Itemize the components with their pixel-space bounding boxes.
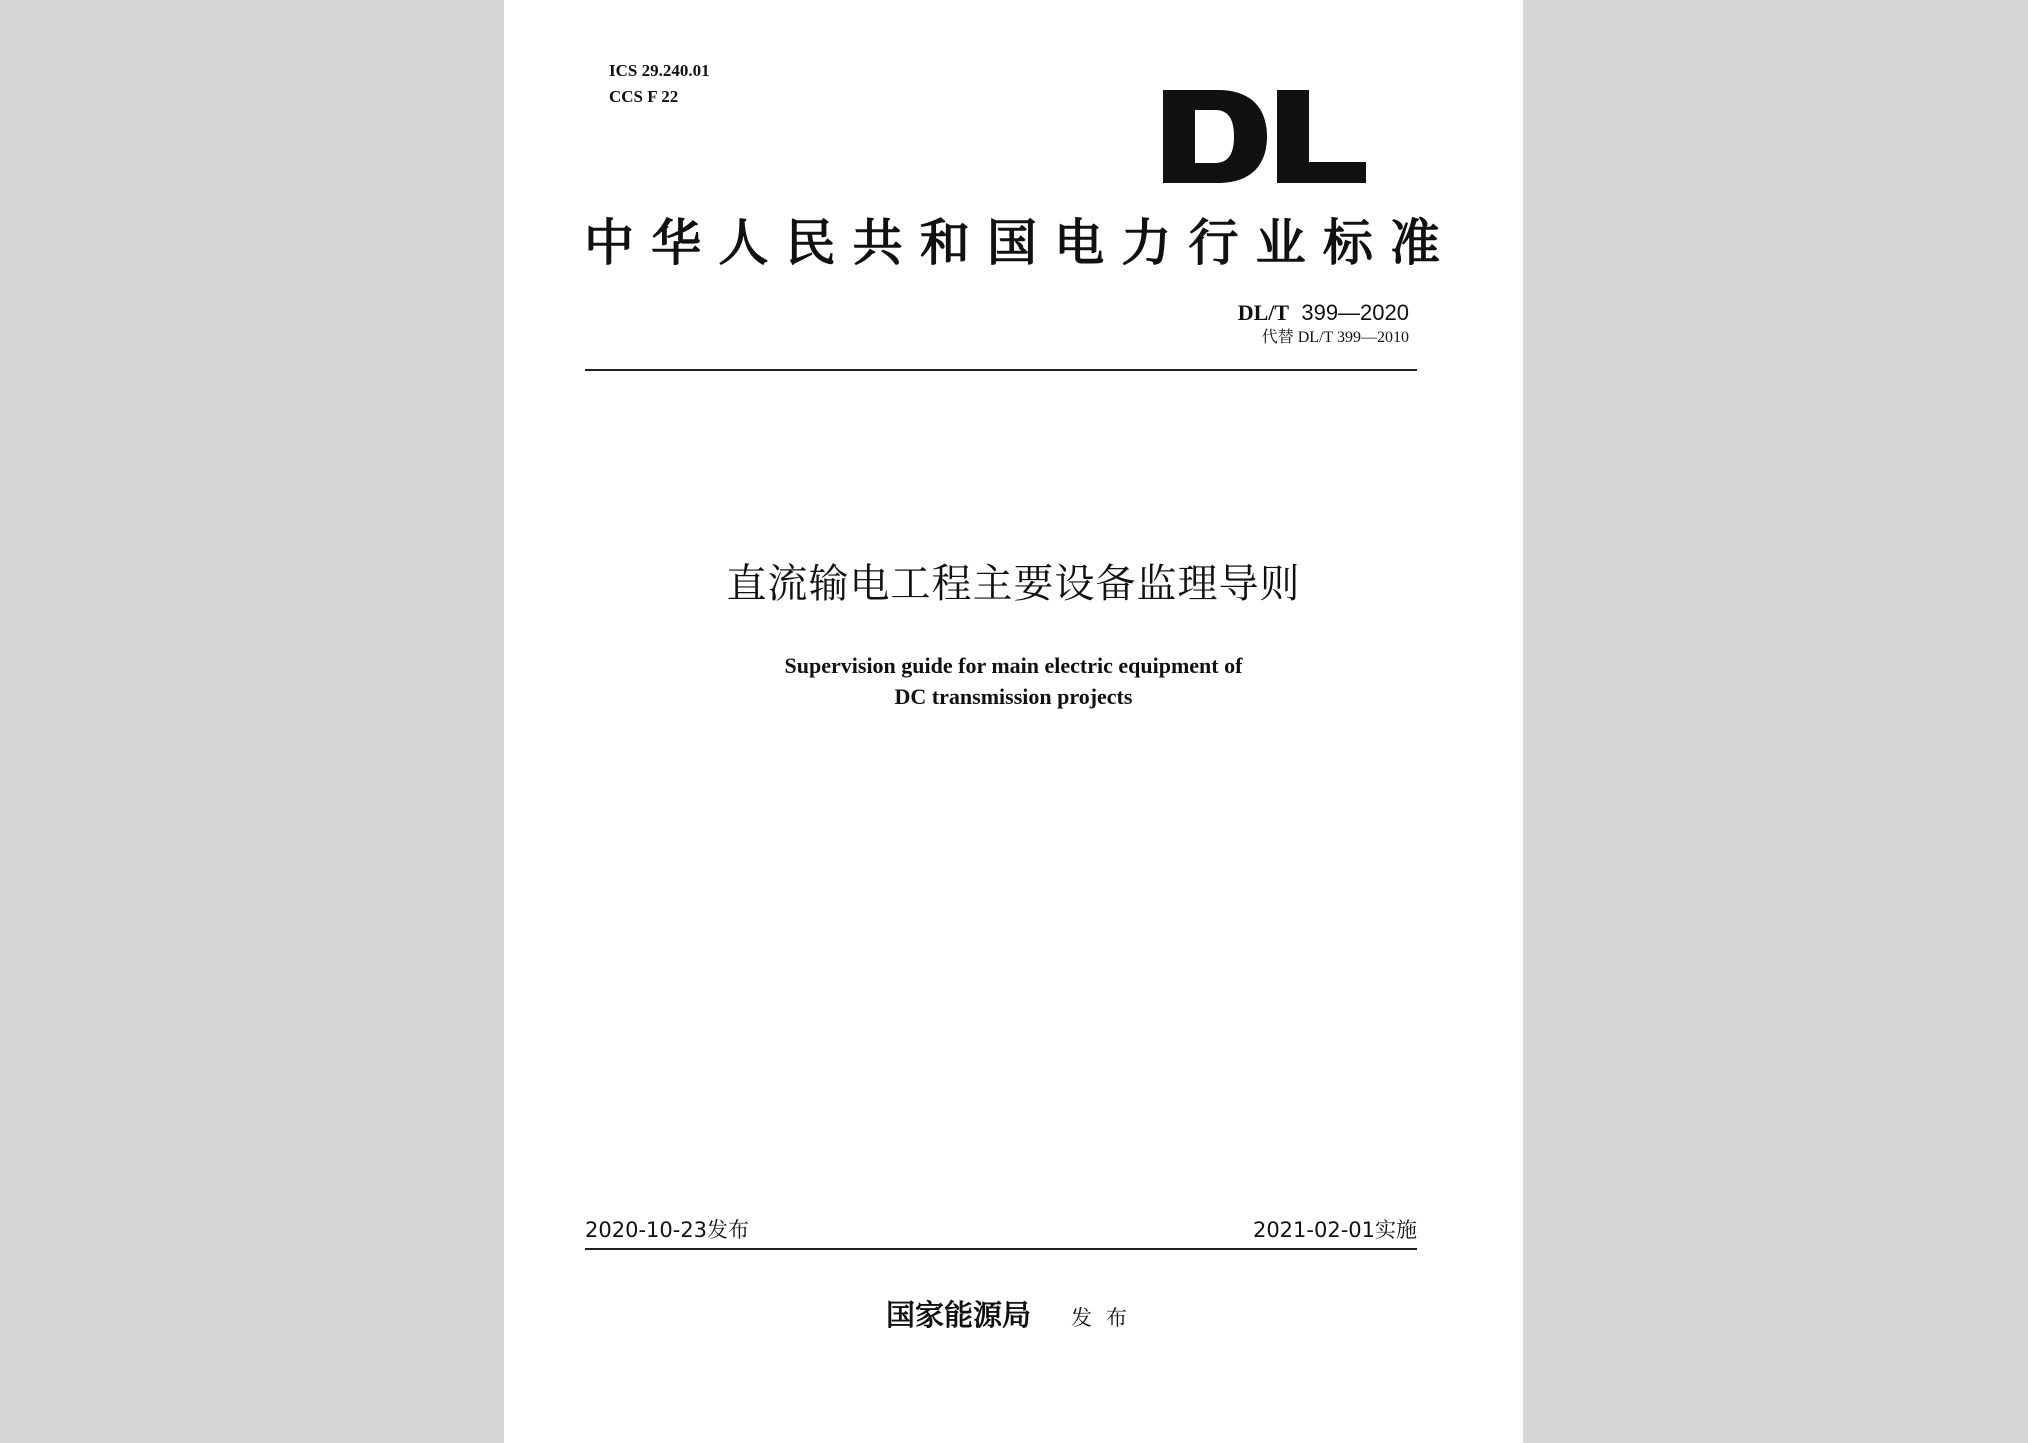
ics-code: ICS 29.240.01 <box>609 61 710 80</box>
ccs-code: CCS F 22 <box>609 87 679 106</box>
implementation-date: 2021-02-01实施 <box>1252 1218 1417 1242</box>
document-title-chinese: 直流输电工程主要设备监理导则 <box>726 561 1301 607</box>
dl-logo <box>1163 90 1366 183</box>
header-divider <box>585 369 1417 371</box>
standard-code-block <box>1238 299 1409 349</box>
standard-code-number: 399—2020 <box>1301 300 1409 325</box>
standard-code-prefix: DL/T <box>1237 300 1290 325</box>
issue-date: 2020-10-23发布 <box>585 1218 750 1242</box>
document-title-english <box>504 650 1523 712</box>
english-title-line-1: Supervision guide for main electric equipment of <box>784 653 1243 678</box>
standard-code <box>1238 299 1409 327</box>
publish-action: 发布 <box>1071 1306 1141 1330</box>
publisher-line <box>504 1295 1523 1338</box>
replaced-standard: 代替 DL/T 399—2010 <box>1261 329 1409 346</box>
english-title-line-2: DC transmission projects <box>894 684 1133 709</box>
standard-category: 中华人民共和国电力行业标准 <box>584 213 1444 272</box>
classification-codes <box>609 58 710 110</box>
document-cover <box>504 0 1523 1443</box>
footer-divider <box>585 1248 1417 1250</box>
publisher-name: 国家能源局 <box>885 1298 1031 1332</box>
